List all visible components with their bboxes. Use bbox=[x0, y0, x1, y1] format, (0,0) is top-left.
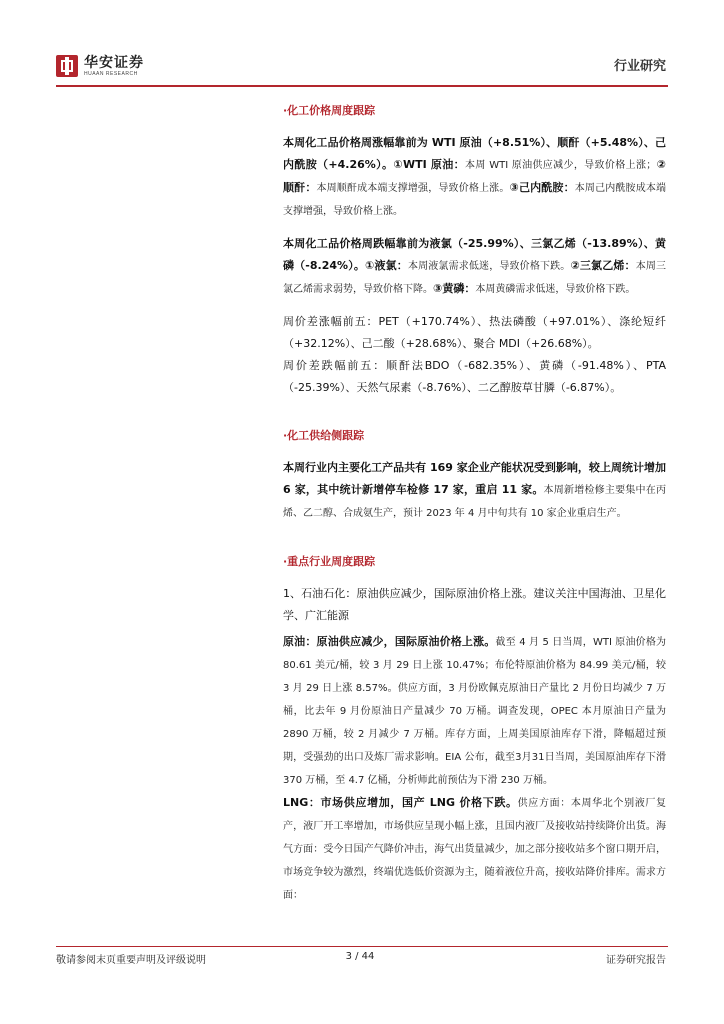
price-fall-c-lead: ③黄磷： bbox=[433, 282, 476, 295]
crude-oil-paragraph bbox=[283, 631, 666, 792]
lng-paragraph bbox=[283, 792, 666, 907]
logo-chinese-name: 华安证券 bbox=[84, 55, 144, 71]
header-divider bbox=[56, 85, 668, 87]
price-fall-lead: 本周化工品价格周跌幅靠前为液氯（-25.99%）、三氯乙烯（-13.89%）、黄磷（-8.24%）。①液氯： bbox=[283, 237, 666, 272]
price-rise-paragraph bbox=[283, 132, 666, 223]
logo-seal-icon bbox=[56, 55, 78, 77]
logo-english-name: HUAAN RESEARCH bbox=[84, 71, 138, 77]
industry-subtitle-petrochem: 1、石油石化：原油供应减少，国际原油价格上涨。建议关注中国海油、卫星化学、广汇能源 bbox=[283, 587, 666, 622]
main-content bbox=[283, 100, 666, 907]
price-rise-b-lead: ②顺酐： bbox=[283, 158, 666, 194]
crude-oil-lead: 原油：原油供应减少，国际原油价格上涨。 bbox=[283, 635, 496, 648]
lng-detail: 供应方面：本周华北个别液厂复产，液厂开工率增加，市场供应呈现小幅上涨，且国内液厂及接收站持续降价出货。海气方面：受今日国产气降价冲击，海气出货量减少，加之部分接收站多个窗口期开启，市场竞争较为激烈，终端优选低价资源为主，随着液位升高，接收站降价排库。需求方面： bbox=[283, 798, 666, 901]
lng-lead: LNG：市场供应增加，国产 LNG 价格下跌。 bbox=[283, 796, 518, 809]
footer-divider bbox=[56, 946, 668, 947]
price-fall-phosphorus: 本周黄磷需求低迷，导致价格下跌。 bbox=[475, 284, 636, 295]
section-title-price: ·化工价格周度跟踪 bbox=[283, 104, 376, 117]
price-rise-caprolactam: 本周己内酰胺成本端支撑增强，导致价格上涨。 bbox=[283, 183, 667, 217]
price-rise-c-lead: ③己内酰胺： bbox=[509, 181, 575, 194]
page-number: 3 / 44 bbox=[345, 951, 375, 962]
report-category: 行业研究 bbox=[613, 59, 666, 74]
price-fall-b-lead: ②三氯乙烯： bbox=[570, 259, 636, 272]
section-title-industry: ·重点行业周度跟踪 bbox=[283, 555, 376, 568]
supply-lead: 本周行业内主要化工产品共有 169 家企业产能状况受到影响，较上周统计增加 6 家，其中统计新增停车检修 17 家，重启 11 家。 bbox=[283, 461, 666, 496]
price-fall-tce: 本周三氯乙烯需求弱势，导致价格下降。 bbox=[283, 261, 666, 295]
section-title-supply: ·化工供给侧跟踪 bbox=[283, 429, 365, 442]
price-fall-chlorine: 本周液氯需求低迷，导致价格下跌。 bbox=[407, 261, 571, 272]
crude-oil-detail: 截至 4 月 5 日当周，WTI 原油价格为 80.61 美元/桶，较 3 月 29 日上涨 10.47%；布伦特原油价格为 84.99 美元/桶，较 3 月 29 日上涨 8.57%。供应方面，3 月份欧佩克原油日产量比 2 月份日均减少 7 万桶，比去年 9 月份原油日产量减少 70 万桶。调查发现，OPEC 本月原油日产量为 2890 万桶，较 2 月减少 7 万桶。库存方面，上周美国原油库存下滑，降幅超过预期，受强劲的出口及炼厂需求影响。EIA 公布，截至3月31日当周，美国原油库存下滑 370 万桶，至 4.7 亿桶，分析师此前预估为下滑 230 万桶。 bbox=[283, 637, 666, 786]
price-rise-wti: 本周 WTI 原油供应减少，导致价格上涨； bbox=[465, 160, 657, 171]
price-rise-lead: 本周化工品价格周涨幅靠前为 WTI 原油（+8.51%）、顺酐（+5.48%）、己内酰胺（+4.26%）。①WTI 原油： bbox=[283, 136, 666, 171]
supply-detail: 本周新增检修主要集中在丙烯、乙二醇、合成氨生产，预计 2023 年 4 月中旬共有 10 家企业重启生产。 bbox=[283, 485, 666, 519]
price-rise-maleic: 本周顺酐成本端支撑增强，导致价格上涨。 bbox=[316, 183, 510, 194]
spread-rise-paragraph: 周价差涨幅前五：PET（+170.74%）、热法磷酸（+97.01%）、涤纶短纤（+32.12%）、己二酸（+28.68%）、聚合 MDI（+26.68%）。 bbox=[283, 315, 666, 350]
footer-disclaimer: 敬请参阅末页重要声明及评级说明 bbox=[56, 955, 206, 966]
footer-report-type: 证券研究报告 bbox=[606, 955, 666, 966]
supply-paragraph bbox=[283, 457, 666, 525]
price-fall-paragraph bbox=[283, 233, 666, 301]
spread-fall-paragraph: 周价差跌幅前五：顺酐法BDO（-682.35%）、黄磷（-91.48%）、PTA（-25.39%）、天然气尿素（-8.76%）、二乙醇胺草甘膦（-6.87%）。 bbox=[283, 359, 666, 394]
company-logo bbox=[56, 55, 144, 78]
page-header bbox=[0, 0, 724, 90]
